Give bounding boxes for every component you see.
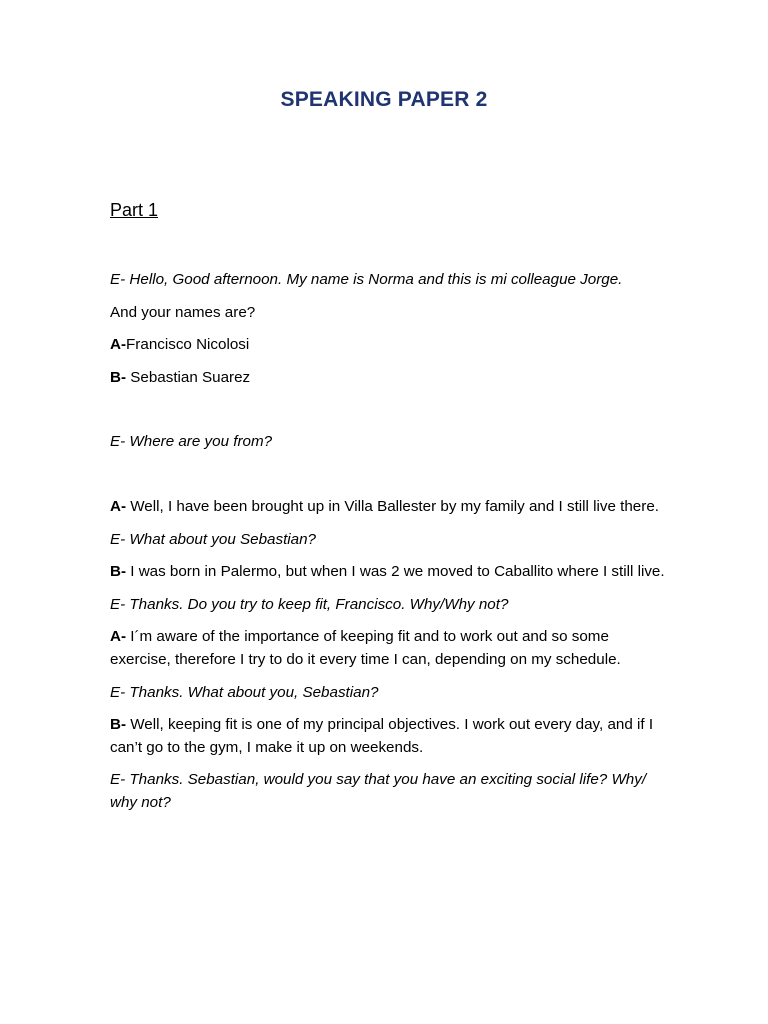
speaker-label: B- (110, 563, 127, 581)
candidate-b-answer-origin (110, 561, 665, 584)
candidate-a-answer-fitness (110, 626, 665, 671)
examiner-question-origin: E- Where are you from? (110, 433, 273, 451)
speaker-label: A- (110, 497, 127, 515)
answer-text: I was born in Palermo, but when I was 2 we moved to Caballito where I still live. (126, 563, 665, 581)
answer-text: I´m aware of the importance of keeping fit and to work out and so some exercise, therefore I try to do it every time I can, depending on my schedule. (110, 628, 621, 668)
section-heading: Part 1 (110, 200, 159, 220)
candidate-b-answer-fitness (110, 714, 665, 759)
speaker-label: B- (110, 368, 127, 386)
answer-text: Francisco Nicolosi (126, 336, 250, 354)
speaker-label: A- (110, 336, 127, 354)
examiner-question-social-life: E- Thanks. Sebastian, would you say that you have an exciting social life? Why/ why not? (110, 771, 647, 811)
dialogue-body (110, 269, 665, 815)
speaker-label: B- (110, 716, 127, 734)
candidate-b-name (110, 367, 665, 390)
candidate-a-name (110, 334, 665, 357)
examiner-question-fitness: E- Thanks. Do you try to keep fit, Francisco. Why/Why not? (110, 595, 509, 613)
answer-text: Sebastian Suarez (126, 368, 251, 386)
candidate-a-answer-origin (110, 496, 665, 519)
examiner-names-question: And your names are? (110, 303, 256, 321)
answer-text: Well, I have been brought up in Villa Ballester by my family and I still live there. (126, 497, 659, 515)
speaker-label: A- (110, 628, 127, 646)
document-title: SPEAKING PAPER 2 (280, 88, 488, 111)
examiner-question-fitness-b: E- Thanks. What about you, Sebastian? (110, 683, 379, 701)
examiner-greeting: E- Hello, Good afternoon. My name is Norma and this is mi colleague Jorge. (110, 271, 623, 288)
examiner-question-sebastian: E- What about you Sebastian? (110, 530, 317, 548)
answer-text: Well, keeping fit is one of my principal objectives. I work out every day, and if I can’t go to the gym, I make it up on weekends. (110, 716, 654, 756)
